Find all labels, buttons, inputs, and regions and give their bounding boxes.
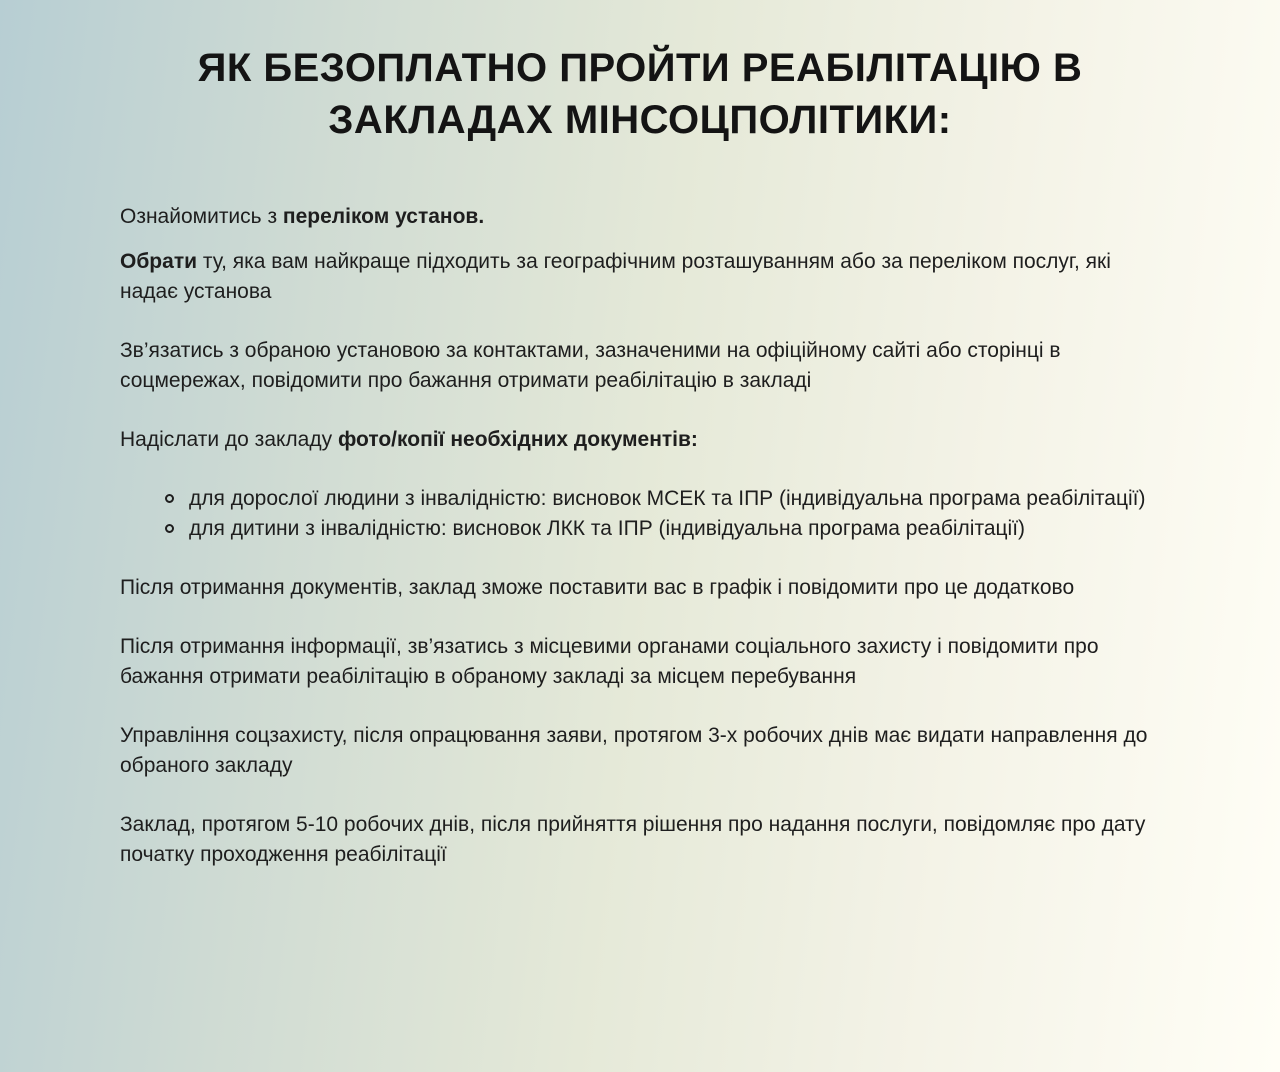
page-title (0, 42, 1280, 146)
step-referral-issuance: Управління соцзахисту, після опрацювання заяви, протягом 3-х робочих днів має видати направлення до обраного закладу (120, 724, 1148, 777)
documents-list (120, 484, 1162, 544)
step-contact-institution: Зв’язатись з обраною установою за контактами, зазначеними на офіційному сайті або сторінці в соцмережах, повідомити про бажання отримати реабілітацію в закладі (120, 339, 1061, 392)
bullet-circle-icon (165, 524, 174, 533)
step-choose-institution: Обрати ту, яка вам найкраще підходить за географічним розташуванням або за переліком послуг, які надає установа (120, 250, 1111, 303)
bullet-circle-icon (165, 494, 174, 503)
step-start-date-notice: Заклад, протягом 5-10 робочих днів, після прийняття рішення про надання послуги, повідомляє про дату початку проходження реабілітації (120, 813, 1146, 866)
instructions (0, 202, 1280, 870)
document-requirement-child: для дитини з інвалідністю: висновок ЛКК та ІПР (індивідуальна програма реабілітації) (189, 517, 1026, 540)
document-requirement-adult: для дорослої людини з інвалідністю: висновок МСЕК та ІПР (індивідуальна програма реабілітації) (189, 487, 1146, 510)
step-send-documents: Надіслати до закладу фото/копії необхідних документів: (120, 428, 698, 451)
list-item (165, 484, 1162, 514)
page-title-line-1: ЯК БЕЗОПЛАТНО ПРОЙТИ РЕАБІЛІТАЦІЮ В (197, 46, 1083, 90)
step-schedule-notice: Після отримання документів, заклад зможе поставити вас в графік і повідомити про це додатково (120, 576, 1075, 599)
step-review-list: Ознайомитись з переліком установ. (120, 205, 485, 228)
step-contact-social-protection: Після отримання інформації, зв’язатись з місцевими органами соціального захисту і повідомити про бажання отримати реабілітацію в обраному закладі за місцем перебування (120, 635, 1099, 688)
page-title-line-2: ЗАКЛАДАХ МІНСОЦПОЛІТИКИ: (328, 98, 952, 142)
list-item (165, 514, 1162, 544)
